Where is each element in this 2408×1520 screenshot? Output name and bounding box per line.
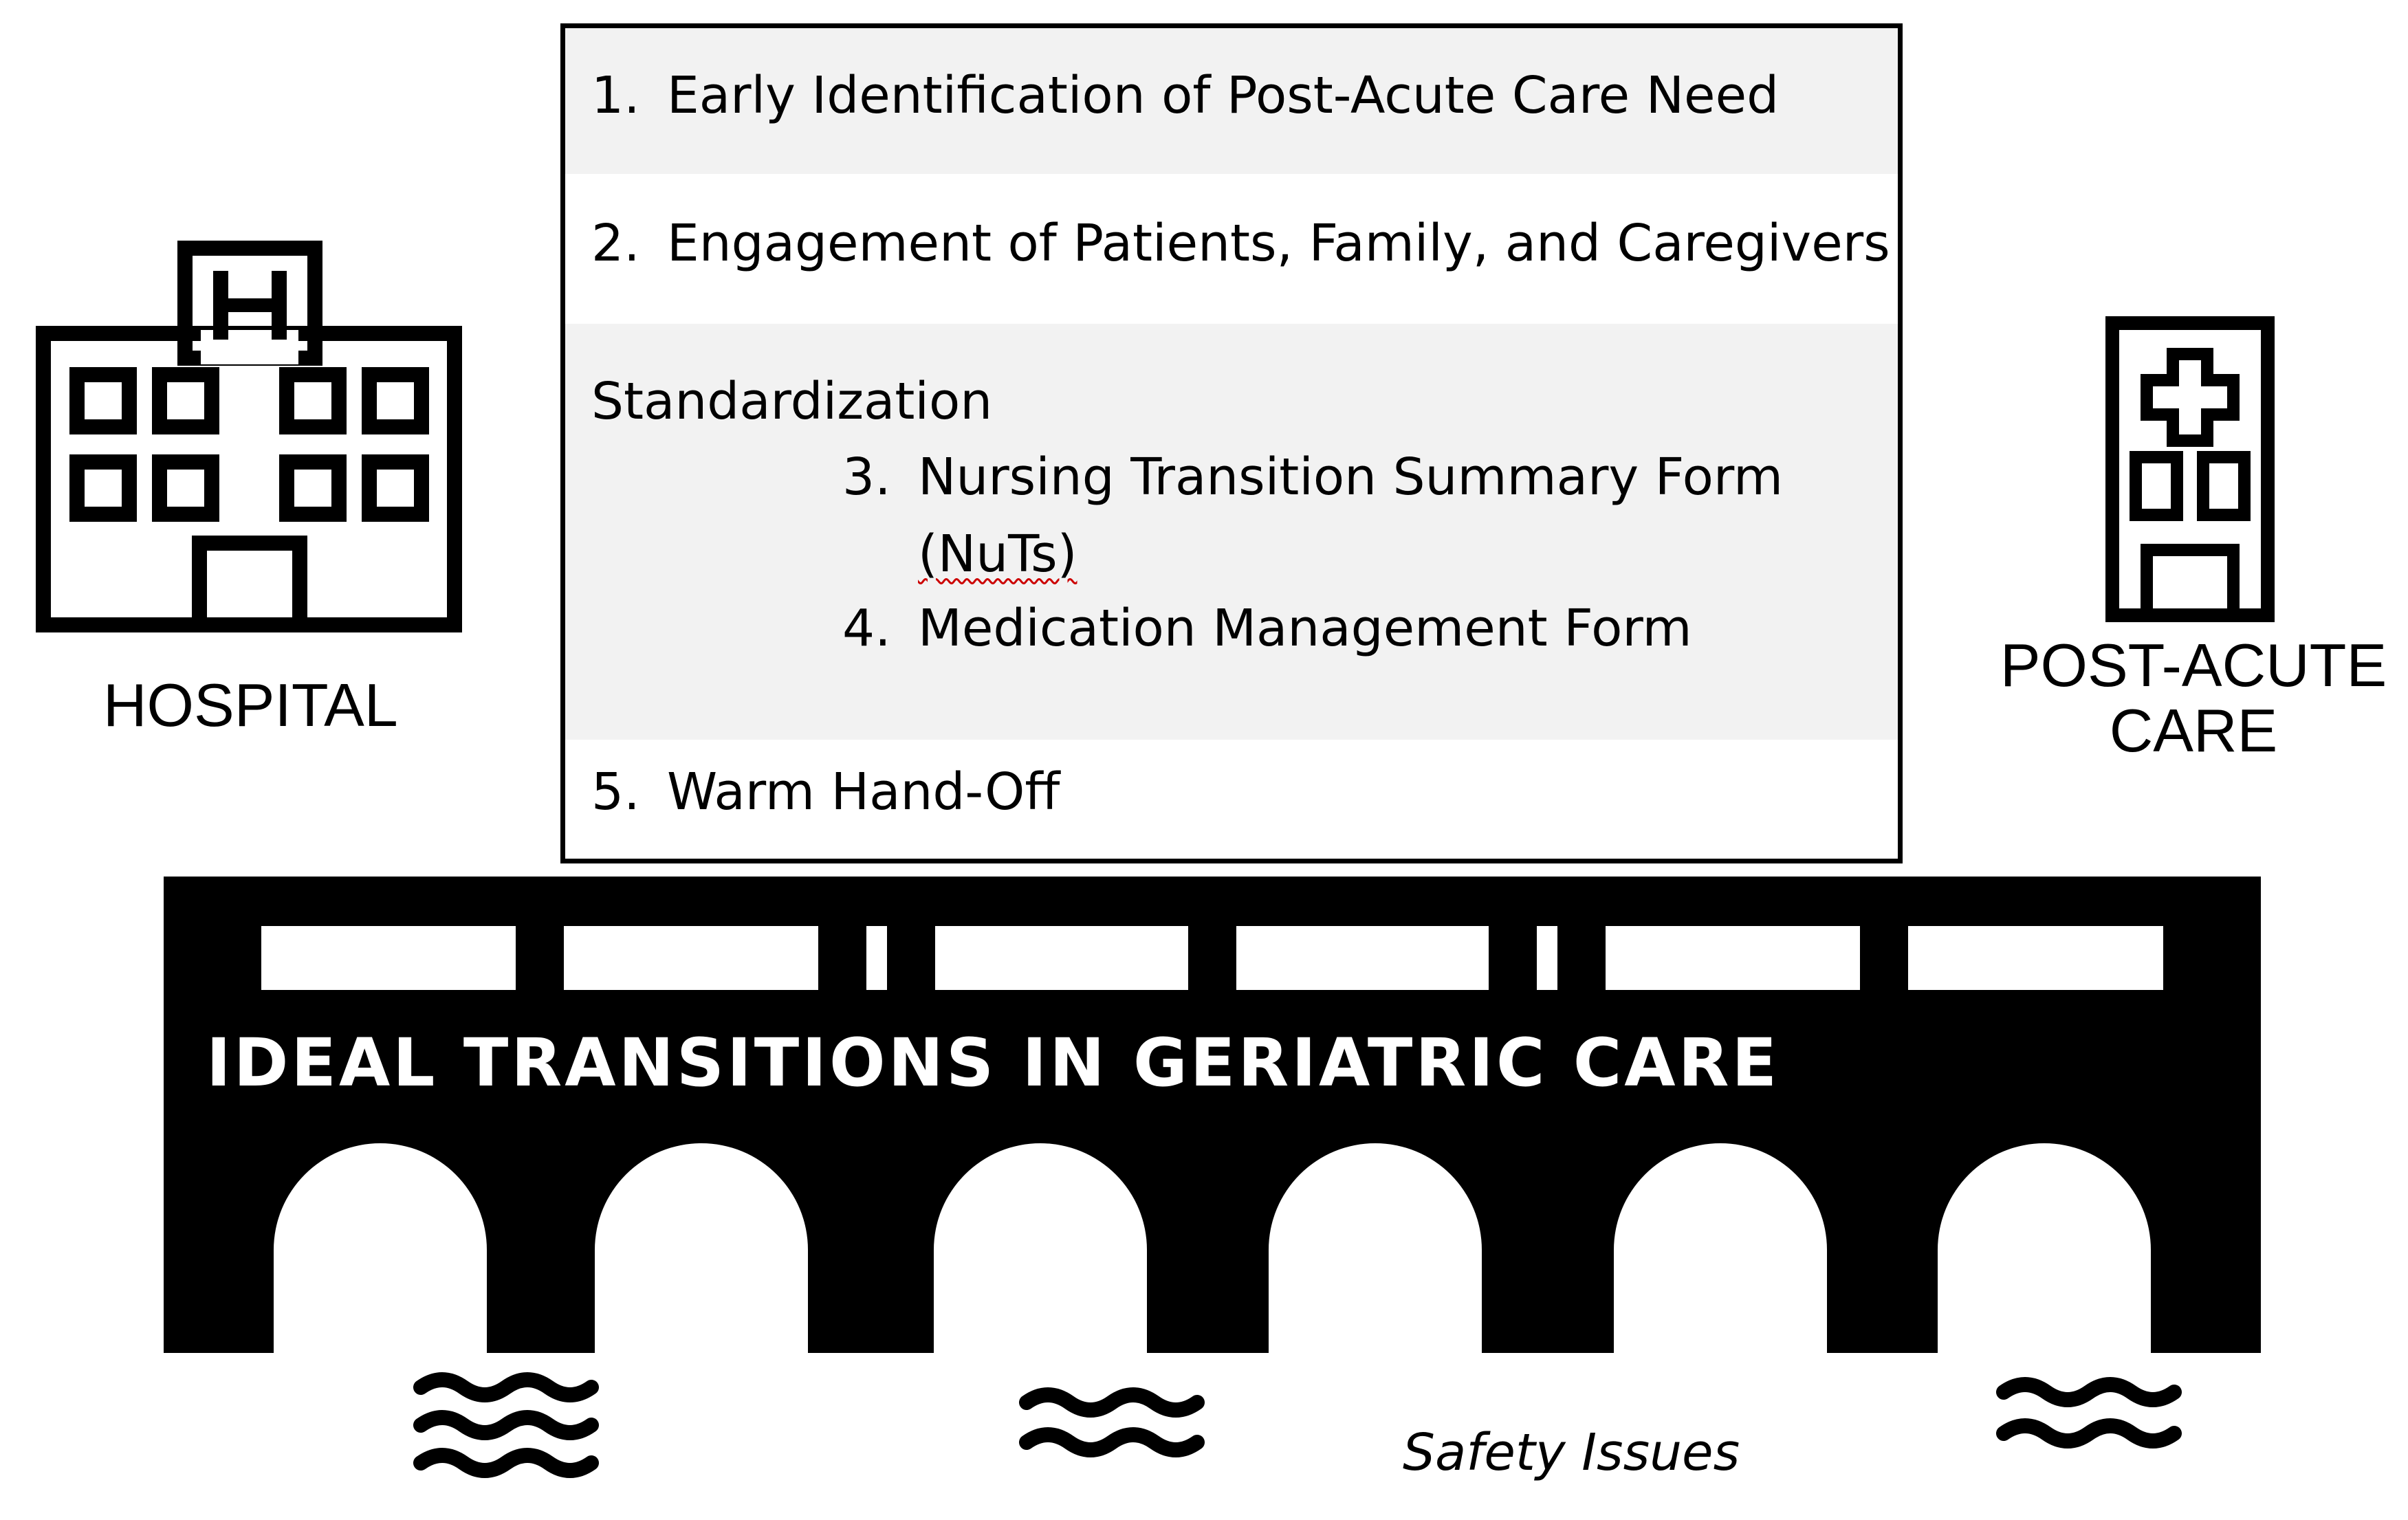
post-acute-care-label-line1: POST-ACUTE [2000, 631, 2387, 699]
water-waves-icon [421, 1380, 2174, 1471]
step-text: Medication Management Form [918, 599, 1692, 658]
bridge-title: IDEAL TRANSITIONS IN GERIATRIC CARE [206, 1024, 1780, 1101]
step-number: 5. [591, 762, 640, 822]
step-text: Early Identification of Post-Acute Care Need [667, 66, 1780, 125]
step-text: Nursing Transition Summary Form [918, 448, 1784, 507]
hospital-label: HOSPITAL [103, 671, 398, 739]
standardization-heading: Standardization [591, 372, 993, 431]
post-acute-care-label-line2: CARE [2109, 696, 2278, 765]
step-number: 2. [591, 214, 640, 273]
nuts-abbreviation: (NuTs) [918, 525, 1077, 584]
step-number: 4. [842, 599, 891, 658]
step-number: 3. [842, 448, 891, 507]
step-text: Engagement of Patients, Family, and Caregivers [667, 214, 1890, 273]
step-number: 1. [591, 66, 640, 125]
step-text: Warm Hand-Off [667, 762, 1060, 822]
bridge-deck [164, 877, 2261, 926]
safety-issues-caption: Safety Issues [1403, 1423, 1740, 1482]
